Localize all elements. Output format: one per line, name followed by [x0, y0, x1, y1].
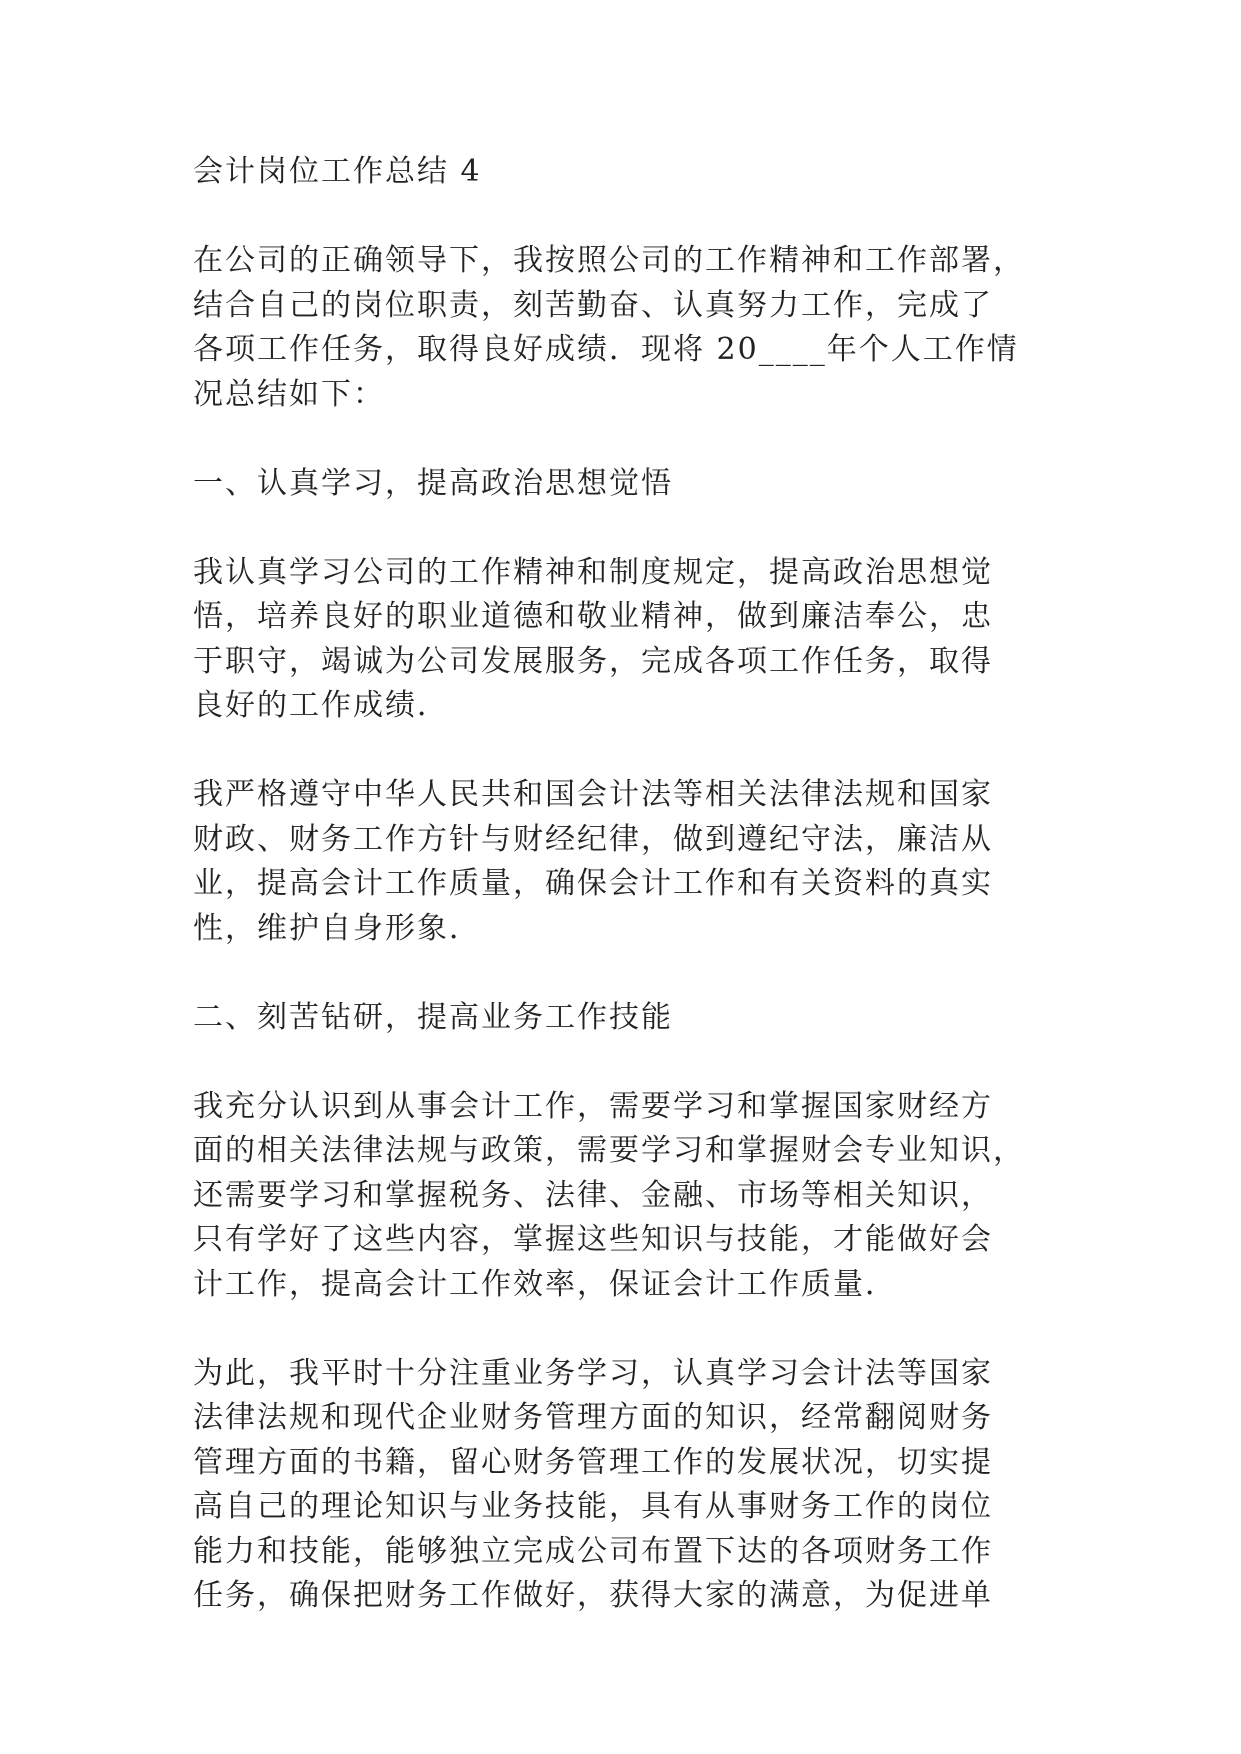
section1-paragraph-2	[193, 773, 1053, 951]
text-line: 各项工作任务，取得良好成绩．现将 20____年个人工作情	[193, 332, 1019, 367]
spacer	[193, 1307, 1053, 1352]
text-line: 况总结如下：	[193, 376, 385, 412]
document-title: 会计岗位工作总结 4	[193, 154, 482, 189]
text-line: 悟，培养良好的职业道德和敬业精神，做到廉洁奉公，忠	[193, 599, 993, 634]
text-line: 只有学好了这些内容，掌握这些知识与技能，才能做好会	[193, 1222, 993, 1257]
text-line: 能力和技能，能够独立完成公司布置下达的各项财务工作	[193, 1533, 993, 1569]
text-line: 结合自己的岗位职责，刻苦勤奋、认真努力工作，完成了	[193, 287, 993, 323]
text-line: 我认真学习公司的工作精神和制度规定，提高政治思想觉	[193, 554, 993, 590]
text-line: 计工作，提高会计工作效率，保证会计工作质量．	[193, 1266, 897, 1302]
text-line: 法律法规和现代企业财务管理方面的知识，经常翻阅财务	[193, 1400, 993, 1435]
spacer	[193, 951, 1053, 996]
text-line: 良好的工作成绩．	[193, 688, 449, 723]
text-line: 我充分认识到从事会计工作，需要学习和掌握国家财经方	[193, 1088, 993, 1124]
section-heading: 一、认真学习，提高政治思想觉悟	[193, 465, 673, 501]
spacer	[193, 506, 1053, 551]
document-body	[193, 150, 1053, 1619]
spacer	[193, 417, 1053, 462]
intro-paragraph	[193, 239, 1053, 417]
text-line: 业，提高会计工作质量，确保会计工作和有关资料的真实	[193, 866, 993, 901]
text-line: 财政、财务工作方针与财经纪律，做到遵纪守法，廉洁从	[193, 821, 993, 857]
section2-paragraph-2	[193, 1352, 1053, 1619]
text-line: 高自己的理论知识与业务技能，具有从事财务工作的岗位	[193, 1489, 993, 1524]
text-line: 管理方面的书籍，留心财务管理工作的发展状况，切实提	[193, 1444, 993, 1480]
text-line: 还需要学习和掌握税务、法律、金融、市场等相关知识，	[193, 1177, 993, 1213]
text-line: 于职守，竭诚为公司发展服务，完成各项工作任务，取得	[193, 643, 993, 679]
spacer	[193, 1040, 1053, 1085]
text-line: 面的相关法律法规与政策，需要学习和掌握财会专业知识，	[193, 1133, 1025, 1168]
text-line: 任务，确保把财务工作做好，获得大家的满意，为促进单	[193, 1578, 993, 1613]
spacer	[193, 195, 1053, 240]
spacer	[193, 729, 1053, 774]
text-line: 为此，我平时十分注重业务学习，认真学习会计法等国家	[193, 1355, 993, 1391]
section1-paragraph-1	[193, 551, 1053, 729]
section2-paragraph-1	[193, 1085, 1053, 1308]
text-line: 在公司的正确领导下，我按照公司的工作精神和工作部署，	[193, 243, 1025, 278]
section-heading: 二、刻苦钻研，提高业务工作技能	[193, 999, 673, 1035]
text-line: 性，维护自身形象．	[193, 910, 481, 946]
text-line: 我严格遵守中华人民共和国会计法等相关法律法规和国家	[193, 777, 993, 812]
